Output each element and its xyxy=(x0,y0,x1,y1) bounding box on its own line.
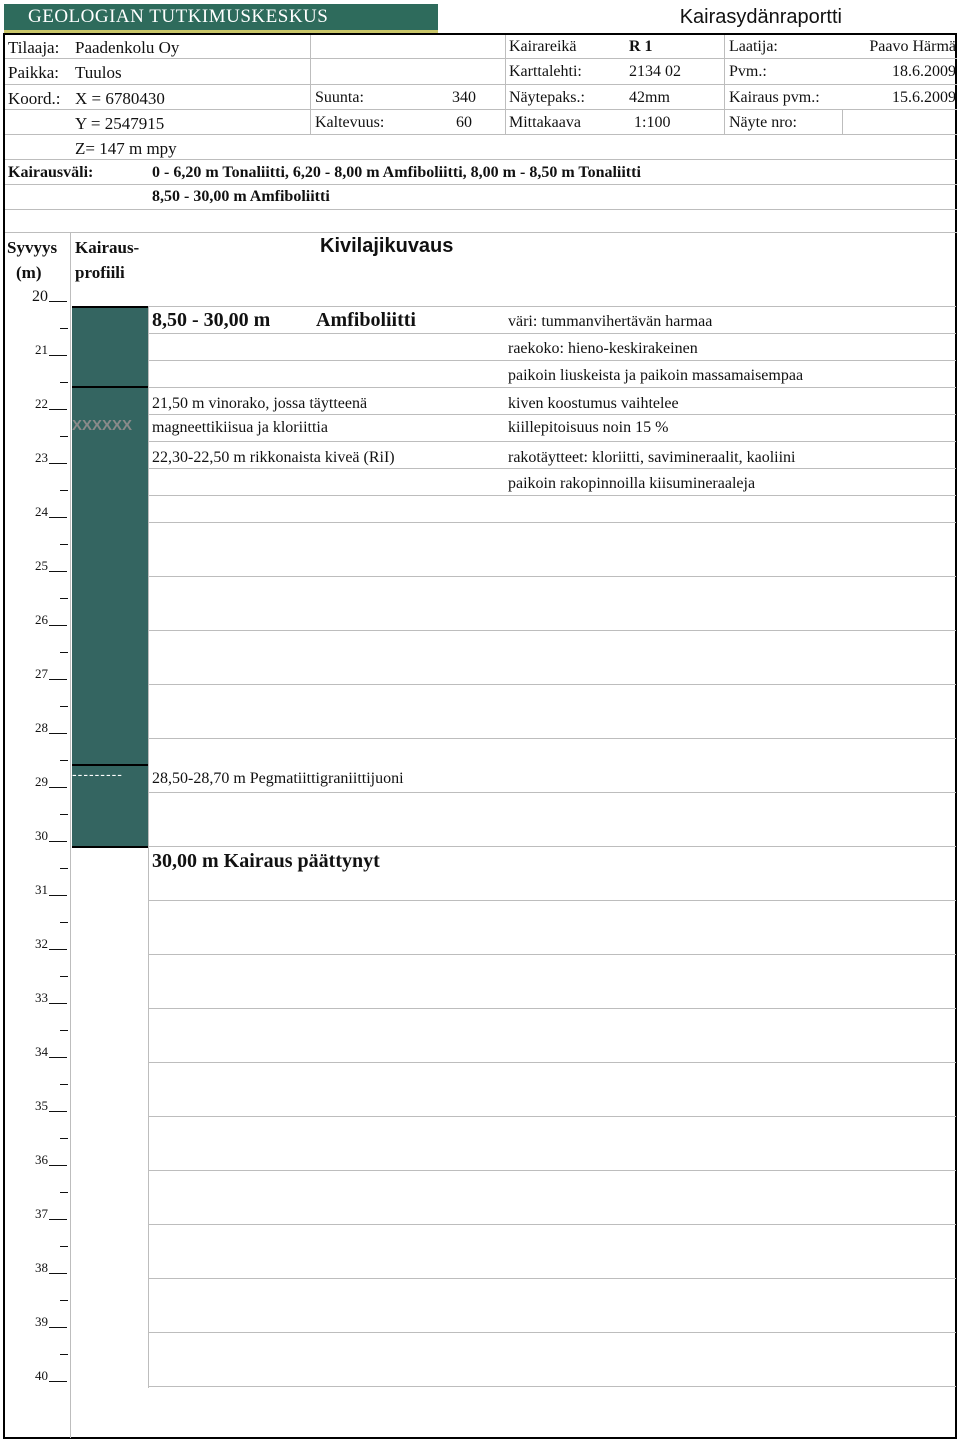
description-row-line xyxy=(148,1170,956,1171)
magneetti-text: magneettikiisua ja kloriittia xyxy=(152,419,328,436)
naytepaks-value: 42mm xyxy=(629,89,670,106)
description-row-line xyxy=(148,495,956,496)
description-row-line xyxy=(148,333,956,334)
description-row-line xyxy=(148,1278,956,1279)
depth-half-tick xyxy=(60,922,68,923)
depth-tick-label: 39 xyxy=(35,1314,48,1329)
koord-z: Z= 147 m mpy xyxy=(75,139,177,158)
suunta-label: Suunta: xyxy=(315,89,364,106)
description-row-line xyxy=(148,468,956,469)
profiili-header: profiili xyxy=(75,263,125,282)
description-row-line xyxy=(148,954,956,955)
syvyys-unit: (m) xyxy=(16,263,42,282)
depth-tick-line xyxy=(49,841,67,842)
description-row-line xyxy=(148,306,956,307)
depth-tick-line xyxy=(49,787,67,788)
pegmatiitti-text: 28,50-28,70 m Pegmatiittigraniittijuoni xyxy=(152,770,404,787)
naytepaks-label: Näytepaks.: xyxy=(509,89,585,106)
grid-line xyxy=(5,232,957,233)
description-row-line xyxy=(148,387,956,388)
depth-tick-label: 27 xyxy=(35,666,48,681)
kairareika-label: Kairareikä xyxy=(509,38,577,55)
grid-line xyxy=(5,58,957,59)
vein-marker: --------- xyxy=(72,766,123,782)
laatija-label: Laatija: xyxy=(729,38,778,55)
vari-text: väri: tummanvihertävän harmaa xyxy=(508,313,713,330)
organisation-logo xyxy=(4,4,438,30)
depth-tick-label: 21 xyxy=(35,342,48,357)
pvm-value: 18.6.2009 xyxy=(892,63,956,80)
depth-tick-line xyxy=(49,1111,67,1112)
depth-tick-line xyxy=(49,895,67,896)
main-interval: 8,50 - 30,00 m xyxy=(152,309,271,331)
depth-half-tick xyxy=(60,760,68,761)
grid-line xyxy=(5,109,957,110)
depth-half-tick xyxy=(60,1300,68,1301)
depth-tick-label: 33 xyxy=(35,990,48,1005)
depth-tick-label: 31 xyxy=(35,882,48,897)
raekoko-text: raekoko: hieno-keskirakeinen xyxy=(508,340,698,357)
depth-tick-label: 32 xyxy=(35,936,48,951)
main-rock: Amfiboliitti xyxy=(316,309,416,331)
depth-tick-label: 30 xyxy=(35,828,48,843)
profile-boundary xyxy=(72,846,148,848)
grid-line xyxy=(5,184,957,185)
depth-half-tick xyxy=(60,1354,68,1355)
depth-tick-label: 34 xyxy=(35,1044,48,1059)
rakopinnat-text: paikoin rakopinnoilla kiisumineraaleja xyxy=(508,475,756,492)
description-row-line xyxy=(148,522,956,523)
depth-half-tick xyxy=(60,868,68,869)
tilaaja-value: Paadenkolu Oy xyxy=(75,38,180,57)
profile-boundary xyxy=(72,306,148,308)
description-row-line xyxy=(148,1116,956,1117)
description-row-line xyxy=(148,630,956,631)
depth-tick-label: 35 xyxy=(35,1098,48,1113)
column-divider xyxy=(70,232,71,1438)
depth-tick-label: 38 xyxy=(35,1260,48,1275)
depth-tick-label: 28 xyxy=(35,720,48,735)
rakotaytteet-text: rakotäytteet: kloriitti, savimineraalit, kaoliini xyxy=(508,449,796,466)
koord-y: Y = 2547915 xyxy=(75,114,165,133)
depth-tick-line xyxy=(49,679,67,680)
depth-tick-label: 20 xyxy=(32,288,48,305)
grid-line xyxy=(5,209,957,210)
end-text: 30,00 m Kairaus päättynyt xyxy=(152,850,380,872)
depth-half-tick xyxy=(60,1084,68,1085)
grid-line xyxy=(5,159,957,160)
report-title: Kairasydänraportti xyxy=(679,6,842,28)
laatija-value: Paavo Härmä xyxy=(869,38,956,55)
depth-tick-label: 22 xyxy=(35,396,48,411)
grid-line xyxy=(5,134,957,135)
kairareika-value: R 1 xyxy=(629,38,653,55)
description-row-line xyxy=(148,792,956,793)
depth-half-tick xyxy=(60,490,68,491)
depth-tick-line xyxy=(49,301,67,302)
depth-tick-line xyxy=(49,571,67,572)
depth-tick-line xyxy=(49,625,67,626)
depth-tick-line xyxy=(49,1219,67,1220)
depth-half-tick xyxy=(60,598,68,599)
koostumus-text: kiven koostumus vaihtelee xyxy=(508,395,679,412)
karttalehti-label: Karttalehti: xyxy=(509,63,582,80)
grid-line xyxy=(842,109,843,134)
depth-half-tick xyxy=(60,652,68,653)
depth-tick-line xyxy=(49,1273,67,1274)
kairausvali-line1: 0 - 6,20 m Tonaliitti, 6,20 - 8,00 m Amfiboliitti, 8,00 m - 8,50 m Tonaliitti xyxy=(152,164,641,181)
depth-tick-label: 36 xyxy=(35,1152,48,1167)
mittakaava-value: 1:100 xyxy=(634,114,671,131)
grid-line xyxy=(724,35,725,135)
karttalehti-value: 2134 02 xyxy=(629,63,681,80)
description-row-line xyxy=(148,360,956,361)
paikka-value: Tuulos xyxy=(75,63,122,82)
description-row-line xyxy=(148,1224,956,1225)
depth-tick-label: 25 xyxy=(35,558,48,573)
depth-half-tick xyxy=(60,436,68,437)
description-row-line xyxy=(148,441,956,442)
depth-half-tick xyxy=(60,328,68,329)
suunta-value: 340 xyxy=(452,89,476,106)
depth-tick-label: 24 xyxy=(35,504,48,519)
depth-tick-line xyxy=(49,355,67,356)
depth-half-tick xyxy=(60,706,68,707)
paikka-label: Paikka: xyxy=(8,63,59,82)
description-row-line xyxy=(148,1062,956,1063)
kaltevuus-label: Kaltevuus: xyxy=(315,114,385,131)
depth-tick-line xyxy=(49,1057,67,1058)
fracture-marker: XXXXXX xyxy=(72,417,133,434)
description-row-line xyxy=(148,900,956,901)
mittakaava-label: Mittakaava xyxy=(509,114,581,131)
kivilaji-header: Kivilajikuvaus xyxy=(320,235,454,257)
depth-tick-line xyxy=(49,1003,67,1004)
description-row-line xyxy=(148,738,956,739)
kairausvali-label: Kairausväli: xyxy=(8,164,94,181)
kairaus-header: Kairaus- xyxy=(75,238,140,257)
profile-boundary xyxy=(72,386,148,388)
kairaus-pvm-label: Kairaus pvm.: xyxy=(729,89,820,106)
grid-line xyxy=(5,84,957,85)
koord-x: X = 6780430 xyxy=(75,89,165,108)
description-row-line xyxy=(148,1386,956,1387)
depth-tick-label: 29 xyxy=(35,774,48,789)
depth-tick-line xyxy=(49,1327,67,1328)
depth-half-tick xyxy=(60,976,68,977)
description-row-line xyxy=(148,684,956,685)
description-row-line xyxy=(148,576,956,577)
depth-tick-label: 23 xyxy=(35,450,48,465)
depth-tick-line xyxy=(49,517,67,518)
depth-half-tick xyxy=(60,544,68,545)
vinorako-text: 21,50 m vinorako, jossa täytteenä xyxy=(152,395,368,412)
kairaus-pvm-value: 15.6.2009 xyxy=(892,89,956,106)
depth-tick-line xyxy=(49,463,67,464)
tilaaja-label: Tilaaja: xyxy=(8,38,60,57)
depth-tick-line xyxy=(49,1381,67,1382)
pvm-label: Pvm.: xyxy=(729,63,767,80)
nayte-nro-label: Näyte nro: xyxy=(729,114,797,131)
depth-tick-line xyxy=(49,1165,67,1166)
koord-label: Koord.: xyxy=(8,89,61,108)
description-row-line xyxy=(148,1332,956,1333)
kaltevuus-value: 60 xyxy=(456,114,472,131)
grid-line xyxy=(310,35,311,135)
depth-half-tick xyxy=(60,1246,68,1247)
description-row-line xyxy=(148,1008,956,1009)
organisation-name: GEOLOGIAN TUTKIMUSKESKUS xyxy=(28,6,329,27)
depth-tick-line xyxy=(49,949,67,950)
description-row-line xyxy=(148,846,956,847)
depth-half-tick xyxy=(60,382,68,383)
kairausvali-line2: 8,50 - 30,00 m Amfiboliitti xyxy=(152,188,330,205)
depth-half-tick xyxy=(60,1192,68,1193)
description-row-line xyxy=(148,414,956,415)
depth-tick-line xyxy=(49,409,67,410)
depth-tick-line xyxy=(49,733,67,734)
depth-tick-label: 40 xyxy=(35,1368,48,1383)
depth-half-tick xyxy=(60,1030,68,1031)
syvyys-header: Syvyys xyxy=(7,238,58,257)
depth-tick-label: 37 xyxy=(35,1206,48,1221)
depth-half-tick xyxy=(60,1138,68,1139)
depth-half-tick xyxy=(60,814,68,815)
liuske-text: paikoin liuskeista ja paikoin massamaisempaa xyxy=(508,367,804,384)
depth-tick-label: 26 xyxy=(35,612,48,627)
rikkonainen-text: 22,30-22,50 m rikkonaista kiveä (RiI) xyxy=(152,449,395,466)
kiille-text: kiillepitoisuus noin 15 % xyxy=(508,419,669,436)
grid-line xyxy=(505,35,506,135)
